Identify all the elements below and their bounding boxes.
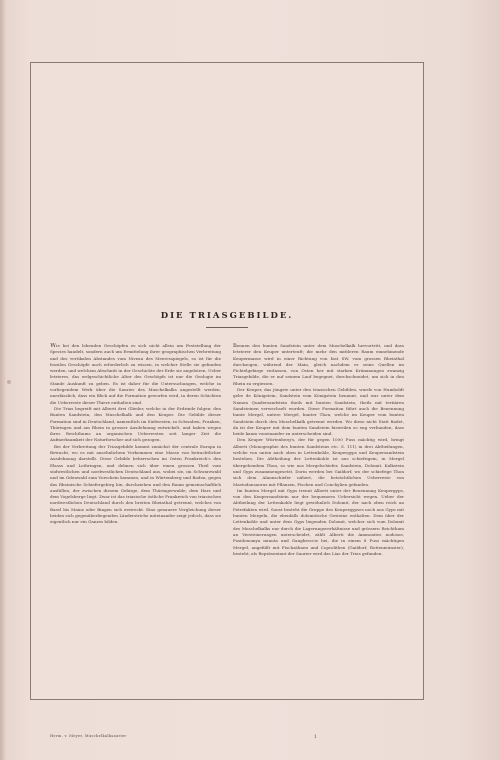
paragraph: Bei der Verbreitung der Triasgebilde kommt zunächst der centrale Europa in Betracht, wo es mit ansehnlichem Vorkommen eine Masse von betrachtlicher Ausdehnung darstellt. Diese Gebilde beherrschen im Osten Frankreich's den Elsass und Lothringen, und dehnen sich über einen grossen Theil vom südwestlichen und nordwestlichen Deutschland aus, wobei sie, im Schwarzwald und im Odenwald zum Vorschein kommen, und in Würtemberg und Baden, gegen das Rheinische Schiefergebirg hin, durchziehen und den Raum gemeinschaftlich ausfüllen, der zwischen diesem Gebirge, dem Thüringerwalde, dem Harz und dem Vogelsberge liegt. Zwar ist das triasische östliche Frankreich von triasischen nordwestlichen Deutschland durch den breiten Rheinthal getrennt, welches von Basel bis Mainz oder Bingen sich erstreckt. Eine genauere Vergleichung dieser beiden sich gegenüberliegenden Länderstriche miteinander zeigt jedoch, dass sie eigentlich nur ein Ganzes bilden.: [50, 443, 221, 525]
paragraph: Die Trias begreift mit Alberti drei Glieder, welche in der Erdrinde folgen: den Bunten Sandstein, den Muschelkalk und den Keuper. Die Gebilde dieser Formation sind in Deutschland, namentlich im Südwesten, in Schwaben, Franken, Thüringen und am Rhein in grosser Ausdehnung entwickelt, und haben wegen ihres Reichthums an organischen Ueberresten seit langer Zeit die Aufmerksamkeit der Naturforscher auf sich gezogen.: [50, 405, 221, 443]
heading-rule: [206, 327, 248, 328]
text-column-right: [233, 343, 404, 738]
binding-mark: [7, 380, 11, 384]
paragraph: Im bunten Mergel mit Gyps trennt Alberti unter der Benennung Keupergyps, von den Keupersandstein nur der bequemern Uebersicht wegen. Ueber der Abtheilung der Lettenkohle liegt gewöhnlich Dolomit, der nach oben reich an Petrefakten wird. Sonst besteht die Gruppe des Keupergypses noch aus Gyps mit bunten Mergeln, die ebenfalls dolomitische Gesteine enthalten. Dem über der Lettenkohle und unter dem Gyps liegenden Dolomit, welcher sich vom Dolomit des Muschelkalks nur durch die Lagerungsverhältnisse und grössern Reichthum an Versteinerungen unterscheidet, zählt Alberti die Ammonites nodosus, Posidonomya minuta und Gangbreccie bei, die in einem 8 Fuss mächtigen Mergel, angefüllt mit Fischzähnen und Coprolithen (Gaildorf, Rottenmünster), besteht; als Repräsentant der Saurier wird das Lias der Trias gefunden.: [233, 487, 404, 556]
paragraph: Wie bei den lebenden Geschöpfen es sich nicht allein um Feststellung der Species handelt, sondern auch um Ermittelung ihrer geographischen Verbreitung und des vertikalen Abstandes vom Niveau des Meeresspiegels, so ist für die fossilen Geschöpfe auch erforderlich zu wissen, in welcher Stelle sie gefunden werden, und welchem Abschnitt in der Geschichte der Erde sie angehören. Ueber letzteres, das erdgeschichtliche Alter des Geschöpfs ist nur die Geologie im Stande Auskunft zu geben. Es ist daher für die Untersuchungen, welche in vorliegendem Werk über die Saurier des Muschelkalks angestellt werden, unerlässlich, dass ein Blick auf die Formation geworfen wird, in deren Schichten die Ueberreste dieser Thiere enthalten sind.: [50, 343, 221, 405]
signature-mark: 1: [314, 734, 317, 739]
paragraph: Der Keuper, das jüngste unter den triasischen Gebilden, wurde von Humboldt gebe de Königstein, Sandstein vom Königstein benannt, und war unter dem Namen Quadersandstein theils mit bunten Sandstein, theils mit tertiären Sandsteinen verwechselt worden. Diese Formation führt auch die Benennung bunte Mergel, untere Mergel, bunter Thon, welche im Keuper vom bunten Sandstein durch den Muschelkalk getrennt werden. Wo diese nicht Statt findet, da ist der Keuper mit dem bunten Sandstein bisweilen so eng verbunden, dass beide kaum voneinander zu unterscheiden sind.: [233, 387, 404, 437]
paragraph: Den Keuper Würtenberg's, der für gegen 1000 Fuss mächtig wird, bringt Alberti (Monographie des bunten Sandsteins etc. S. 111) in drei Abtheilungen, welche von unten nach oben in Lettenkohle, Keupergyps und Keupersandstein bestehen. Die Abtheilung der Lettenkohle ist aus schiefrigem, in Mergel übergehendem Thon, so wie aus Mergelschiefer, Sandstein, Dolomit, Kalkstein und Gyps zusammengesetzt. Dorin werden bei Gaildorf, wo der schiefrige Thon sich dem Alaunschiefer nähert, die beträchtlichen Ueberreste von Mastodonsaurus mit Pflanzen, Fischen und Conchylien gefunden.: [233, 437, 404, 487]
chapter-heading: DIE TRIASGEBILDE.: [160, 311, 294, 321]
text-column-left: [50, 343, 221, 731]
paragraph: nennen den bunten Sandstein unter dem Muschelkalk hervortritt, und dass letzterer den Keuper unterteuft; die mehr den mittleren Raum einnehmende Keupermasse wird in einer Richtung von fast SW. vom grossen Rheinthal durchzogen, während der Main, gleich nachdem er seine Quellen im Fichtelgebirge verlassen, von Osten her mit starken Krümmungen zwanzig Triasgebilde, die er auf seinem Lauf begegnet, durchschneidet, um sich in den Rhein zu ergiessen.: [233, 343, 404, 386]
footer-note: Herm. v. Meyer, Muschelkalksaurier: [50, 734, 127, 738]
page-spine-shadow: [0, 0, 6, 760]
text-plate: [30, 62, 424, 739]
